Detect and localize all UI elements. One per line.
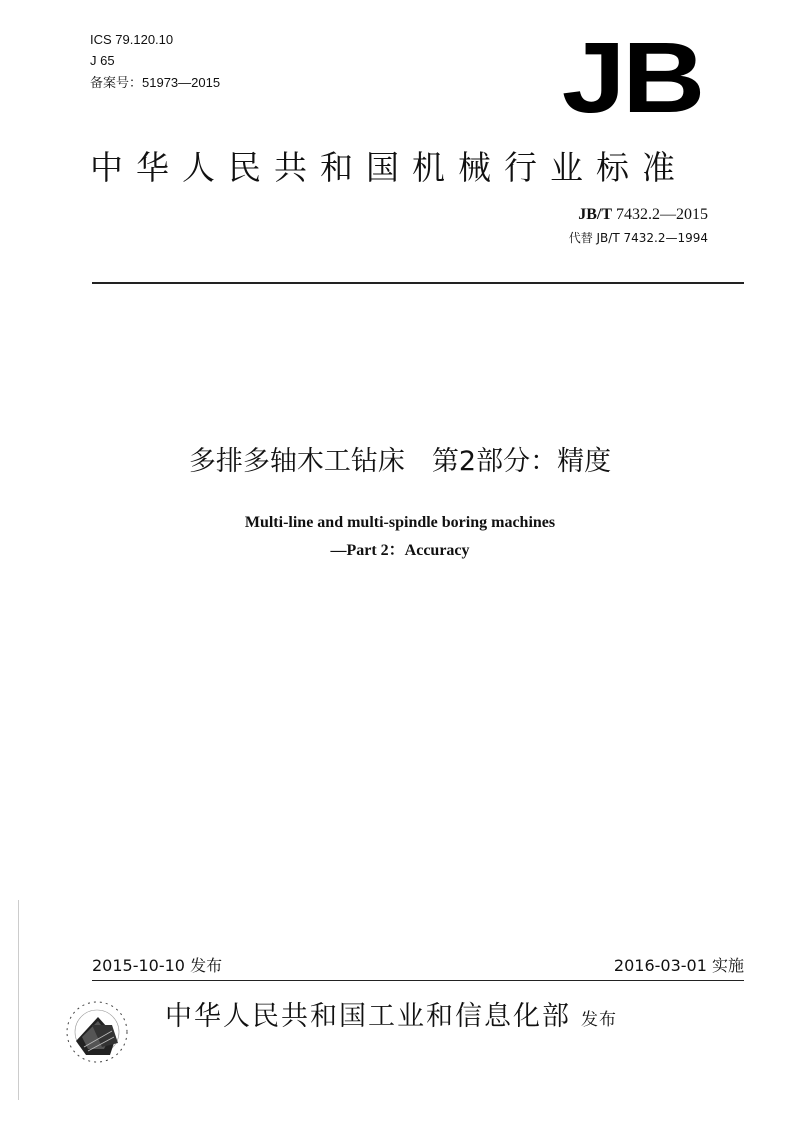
record-number — [90, 74, 220, 92]
replaces-note: 代替 JB/T 7432.2—1994 — [568, 231, 708, 245]
document-title-en-line2: —Part 2：Accuracy — [330, 542, 470, 559]
issue-date: 2015-10-10 发布 — [92, 956, 223, 975]
publisher — [165, 997, 617, 1040]
ccs-code: J 65 — [90, 53, 115, 68]
document-title-cn: 多排多轴木工钻床 第2部分：精度 — [188, 446, 612, 477]
record-value: 51973—2015 — [142, 75, 221, 90]
record-label: 备案号： — [90, 75, 143, 90]
standard-code-number: 7432.2—2015 — [612, 206, 708, 223]
bottom-divider — [92, 980, 744, 981]
publisher-name: 中华人民共和国工业和信息化部 — [165, 1001, 571, 1032]
publish-word: 发布 — [581, 1010, 617, 1030]
standard-title: 中华人民共和国机械行业标准 — [90, 148, 688, 187]
top-divider — [92, 282, 744, 284]
document-title-en-line1: Multi-line and multi-spindle boring machines — [244, 514, 556, 531]
standard-code — [578, 205, 708, 225]
ics-code: ICS 79.120.10 — [90, 32, 174, 47]
jb-logo: JB — [561, 22, 702, 134]
implementation-date: 2016-03-01 实施 — [613, 956, 744, 975]
standard-code-prefix: JB/T — [578, 206, 612, 223]
scan-edge-line — [18, 900, 19, 1100]
publisher-emblem-icon — [62, 997, 132, 1067]
